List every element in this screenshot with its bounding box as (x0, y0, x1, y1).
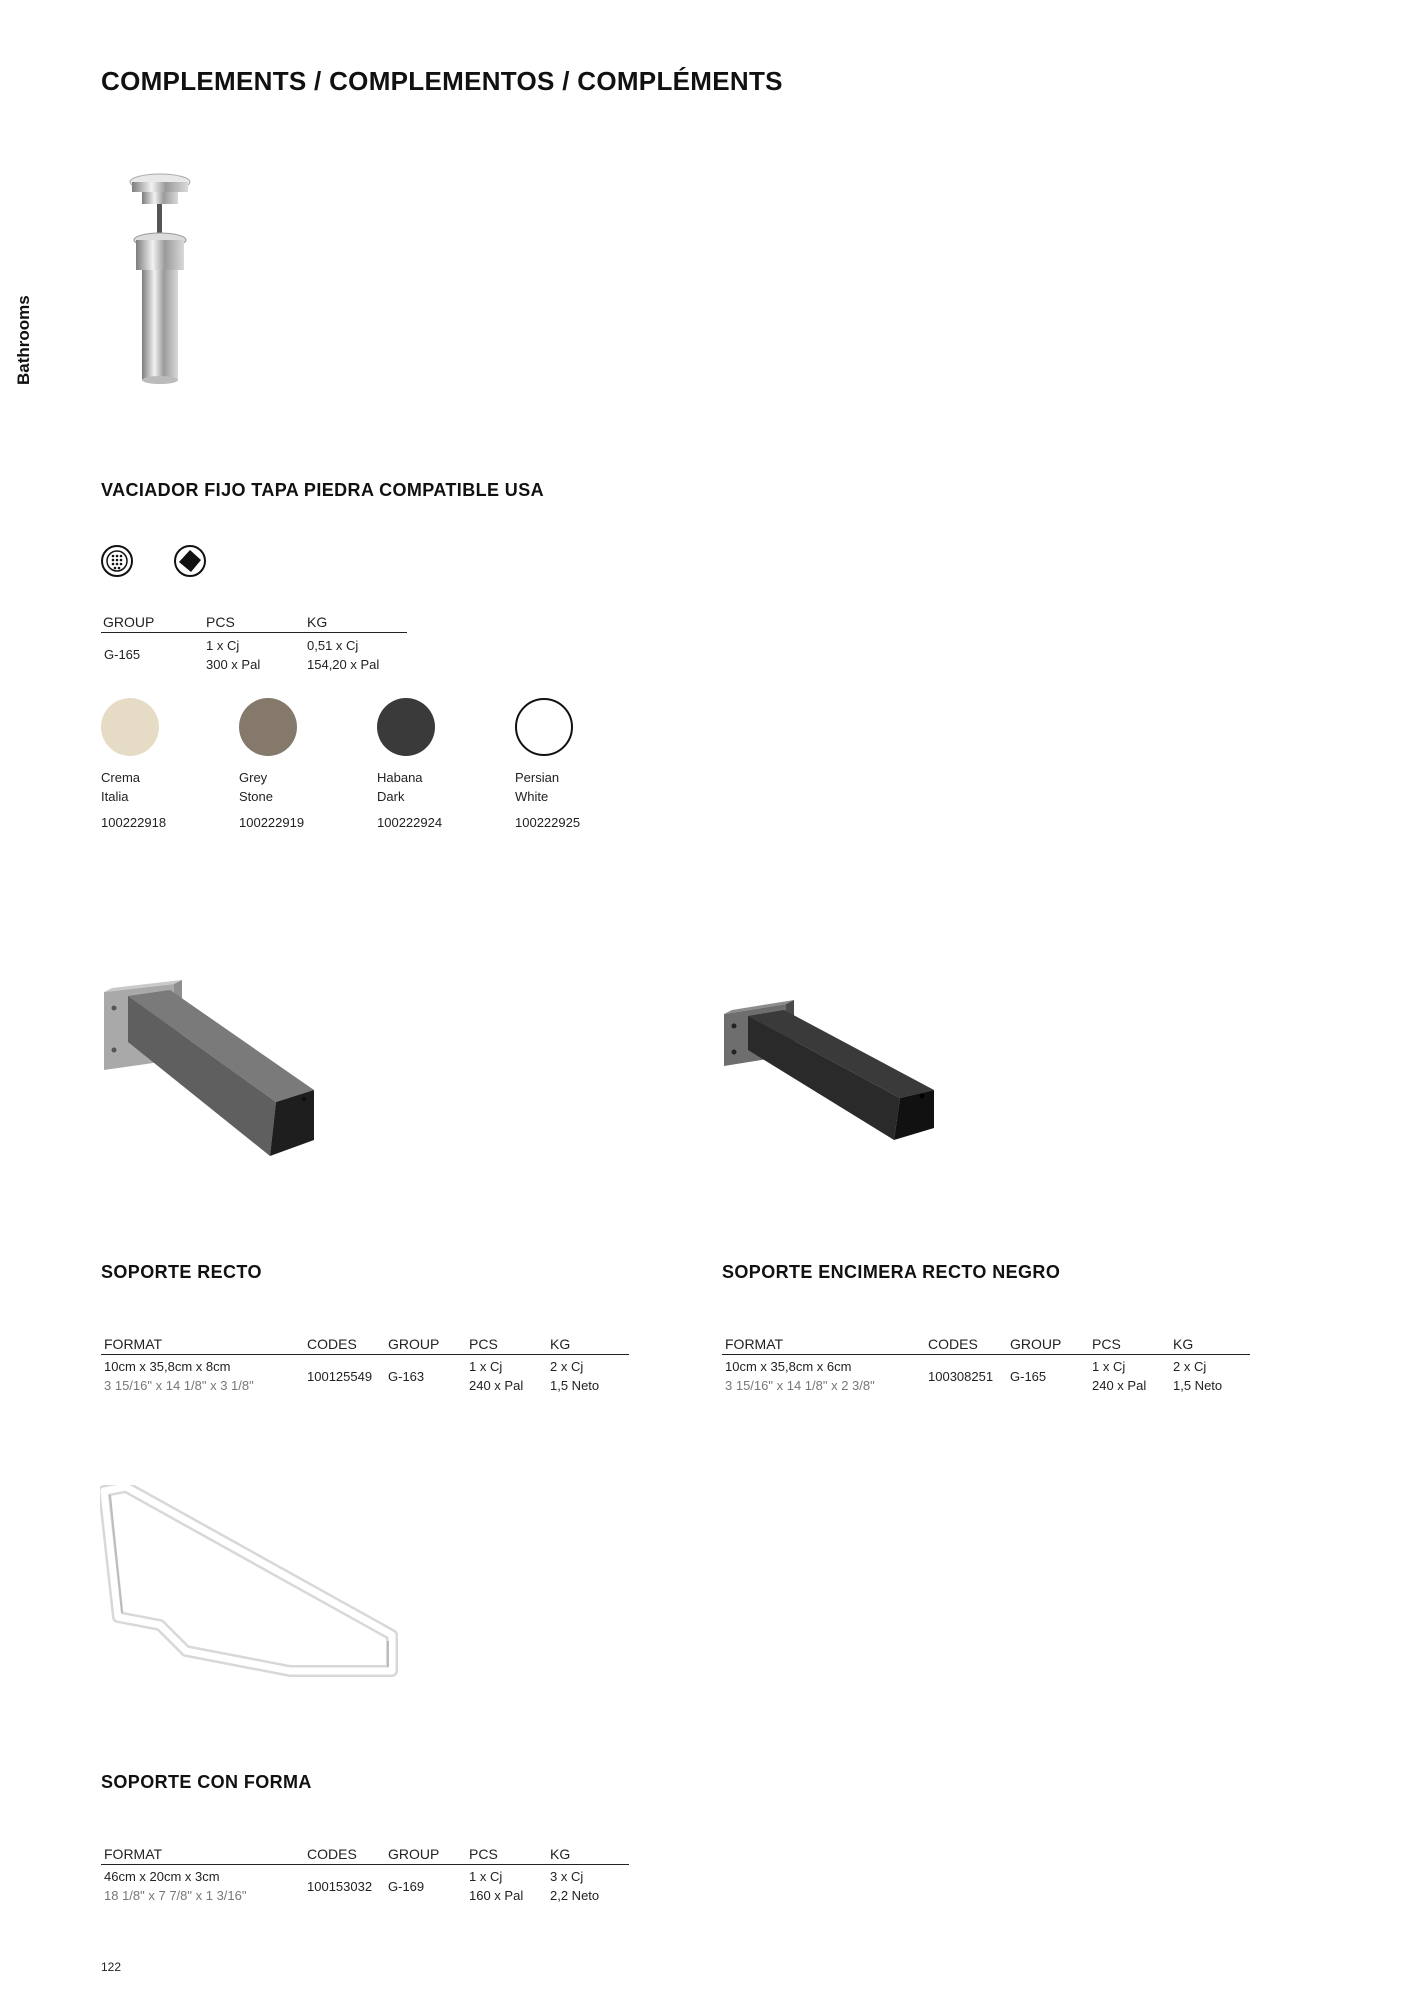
table-header-kg: KG (307, 614, 328, 630)
table-rule (101, 1864, 629, 1865)
table-cell-pcs-2: 300 x Pal (206, 657, 261, 672)
table-header-format: FORMAT (725, 1336, 784, 1352)
page-number: 122 (101, 1960, 122, 1974)
table-header-codes: CODES (928, 1336, 978, 1352)
product-title-soporte-negro: SOPORTE ENCIMERA RECTO NEGRO (722, 1262, 1061, 1282)
format-imperial: 18 1/8" x 7 7/8" x 1 3/16" (104, 1888, 247, 1903)
table-cell-kg-1: 0,51 x Cj (307, 638, 359, 653)
swatch-code: 100222919 (239, 815, 305, 830)
table-header-pcs: PCS (469, 1336, 498, 1352)
pcs-2: 240 x Pal (1092, 1378, 1147, 1393)
swatch-label-line1: Grey (239, 770, 268, 785)
format-imperial: 3 15/16" x 14 1/8" x 2 3/8" (725, 1378, 875, 1393)
pcs-2: 240 x Pal (469, 1378, 524, 1393)
table-header-format: FORMAT (104, 1336, 163, 1352)
table-header-group: GROUP (388, 1846, 440, 1862)
swatch-label-line2: White (515, 789, 549, 804)
table-header-group: GROUP (388, 1336, 440, 1352)
table-header-pcs: PCS (1092, 1336, 1121, 1352)
table-header-kg: KG (1173, 1336, 1194, 1352)
swatch-code: 100222925 (515, 815, 581, 830)
swatch-label-line1: Habana (377, 770, 423, 785)
table-rule (722, 1354, 1250, 1355)
pcs-1: 1 x Cj (469, 1869, 503, 1884)
table-header-pcs: PCS (206, 614, 235, 630)
table-cell-group: G-165 (104, 647, 141, 662)
table-rule (101, 632, 407, 633)
format-metric: 10cm x 35,8cm x 6cm (725, 1359, 852, 1374)
pcs-1: 1 x Cj (469, 1359, 503, 1374)
stone-finish-icon (173, 544, 207, 578)
product-title-soporte-recto: SOPORTE RECTO (101, 1262, 262, 1282)
kg-2: 1,5 Neto (550, 1378, 600, 1393)
kg-2: 1,5 Neto (1173, 1378, 1223, 1393)
swatch-code: 100222924 (377, 815, 443, 830)
swatch-label-line1: Persian (515, 770, 560, 785)
product-title-soporte-con-forma: SOPORTE CON FORMA (101, 1772, 312, 1792)
soporte-negro-image (722, 1000, 942, 1150)
drain-grid-icon (100, 544, 134, 578)
group-code: G-163 (388, 1369, 425, 1384)
table-header-format: FORMAT (104, 1846, 163, 1862)
group-code: G-169 (388, 1879, 425, 1894)
format-metric: 10cm x 35,8cm x 8cm (104, 1359, 231, 1374)
color-swatch-crema-italia[interactable] (101, 698, 159, 756)
table-header-codes: CODES (307, 1336, 357, 1352)
table-header-pcs: PCS (469, 1846, 498, 1862)
product-title-drain: VACIADOR FIJO TAPA PIEDRA COMPATIBLE USA (101, 480, 545, 500)
kg-1: 2 x Cj (1173, 1359, 1207, 1374)
table-rule (101, 1354, 629, 1355)
kg-1: 3 x Cj (550, 1869, 584, 1884)
soporte-recto-image (100, 980, 330, 1180)
soporte-con-forma-image (100, 1485, 400, 1685)
format-metric: 46cm x 20cm x 3cm (104, 1869, 220, 1884)
pcs-2: 160 x Pal (469, 1888, 524, 1903)
kg-1: 2 x Cj (550, 1359, 584, 1374)
color-swatch-persian-white[interactable] (515, 698, 573, 756)
color-swatch-grey-stone[interactable] (239, 698, 297, 756)
color-swatch-habana-dark[interactable] (377, 698, 435, 756)
group-code: G-165 (1010, 1369, 1047, 1384)
page-title: COMPLEMENTS / COMPLEMENTOS / COMPLÉMENTS (101, 66, 783, 96)
swatch-label-line1: Crema (101, 770, 141, 785)
swatch-label-line2: Dark (377, 789, 405, 804)
table-header-kg: KG (550, 1336, 571, 1352)
table-header-group: GROUP (1010, 1336, 1062, 1352)
table-header-codes: CODES (307, 1846, 357, 1862)
table-cell-kg-2: 154,20 x Pal (307, 657, 380, 672)
swatch-label-line2: Italia (101, 789, 129, 804)
side-section-label: Bathrooms (14, 295, 33, 385)
drain-product-image (120, 170, 200, 400)
table-header-kg: KG (550, 1846, 571, 1862)
format-imperial: 3 15/16" x 14 1/8" x 3 1/8" (104, 1378, 254, 1393)
product-code: 100153032 (307, 1879, 373, 1894)
product-code: 100125549 (307, 1369, 373, 1384)
table-header-group: GROUP (103, 614, 155, 630)
swatch-label-line2: Stone (239, 789, 273, 804)
swatch-code: 100222918 (101, 815, 167, 830)
product-code: 100308251 (928, 1369, 994, 1384)
table-cell-pcs-1: 1 x Cj (206, 638, 240, 653)
kg-2: 2,2 Neto (550, 1888, 600, 1903)
pcs-1: 1 x Cj (1092, 1359, 1126, 1374)
